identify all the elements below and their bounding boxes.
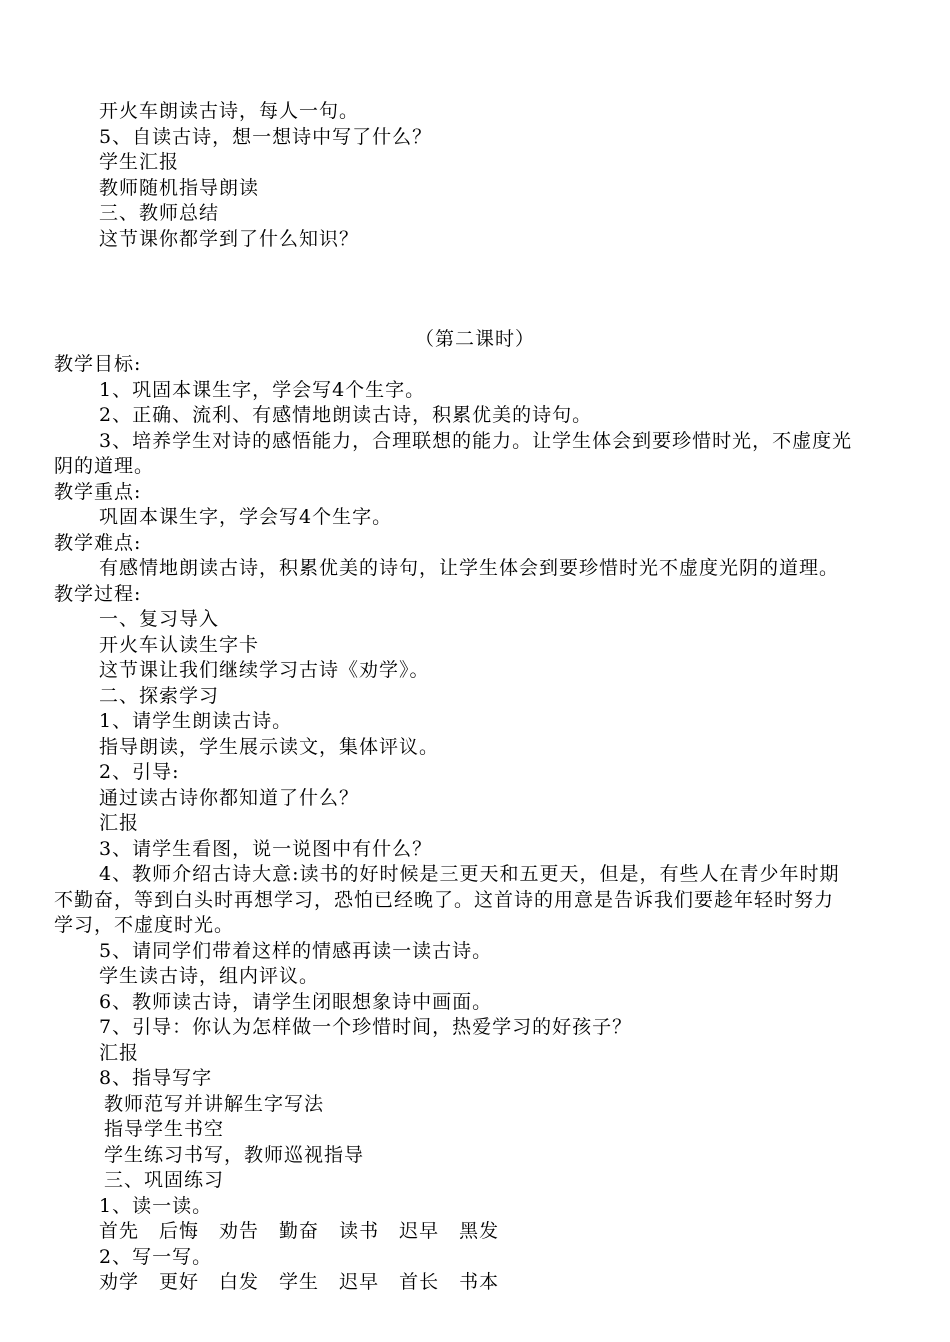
write-word: 书本 (459, 1271, 500, 1293)
text-line: 三、巩固练习 (104, 1169, 225, 1191)
write-word: 首长 (399, 1271, 440, 1293)
read-word: 黑发 (459, 1220, 500, 1242)
text-line: 4、教师介绍古诗大意:读书的好时候是三更天和五更天，但是，有些人在青少年时期 (99, 863, 840, 885)
write-word: 劝学 (99, 1271, 140, 1293)
text-line: 1、读一读。 (99, 1195, 213, 1217)
text-line: 2、正确、流利、有感情地朗读古诗，积累优美的诗句。 (99, 404, 593, 426)
text-line: 有感情地朗读古诗，积累优美的诗句，让学生体会到要珍惜时光不虚度光阴的道理。 (99, 557, 840, 579)
text-line: 学生汇报 (99, 151, 180, 173)
read-word: 读书 (339, 1220, 380, 1242)
read-word: 首先 (99, 1220, 140, 1242)
text-line: 5、自读古诗，想一想诗中写了什么？ (99, 126, 433, 148)
text-line: 阴的道理。 (54, 455, 155, 477)
write-word: 学生 (279, 1271, 320, 1293)
write-word-list (99, 1270, 519, 1294)
text-line: 2、写一写。 (99, 1246, 213, 1268)
text-line: 7、引导：你认为怎样做一个珍惜时间，热爱学习的好孩子？ (99, 1016, 633, 1038)
text-line: 2、引导: (99, 761, 180, 783)
text-line: 指导朗读，学生展示读文，集体评议。 (99, 736, 440, 758)
text-line: 8、指导写字 (99, 1067, 213, 1089)
section-label: 教学难点: (54, 532, 142, 554)
text-line: 学生练习书写，教师巡视指导 (104, 1144, 365, 1166)
text-line: 二、探索学习 (99, 685, 220, 707)
write-word: 白发 (219, 1271, 260, 1293)
section-label: 教学重点: (54, 481, 142, 503)
text-line: 6、教师读古诗，请学生闭眼想象诗中画面。 (99, 991, 493, 1013)
section-label: 教学目标: (54, 353, 142, 375)
section-heading: （第二课时） (414, 328, 535, 350)
text-line: 开火车认读生字卡 (99, 634, 260, 656)
text-line: 学习，不虚度时光。 (54, 914, 235, 936)
read-word: 后悔 (159, 1220, 200, 1242)
read-word: 劝告 (219, 1220, 260, 1242)
text-line: 教师随机指导朗读 (99, 177, 260, 199)
text-line: 巩固本课生字，学会写4个生字。 (99, 506, 393, 528)
text-line: 通过读古诗你都知道了什么？ (99, 787, 360, 809)
text-line: 一、复习导入 (99, 608, 220, 630)
text-line: 指导学生书空 (104, 1118, 225, 1140)
text-line: 1、巩固本课生字，学会写4个生字。 (99, 379, 426, 401)
text-line: 1、请学生朗读古诗。 (99, 710, 293, 732)
write-word: 更好 (159, 1271, 200, 1293)
text-line: 3、请学生看图，说一说图中有什么？ (99, 838, 433, 860)
text-line: 这节课你都学到了什么知识？ (99, 228, 360, 250)
text-line: 3、培养学生对诗的感悟能力，合理联想的能力。让学生体会到要珍惜时光，不虚度光 (99, 430, 853, 452)
text-line: 教师范写并讲解生字写法 (104, 1093, 325, 1115)
text-line: 汇报 (99, 1042, 140, 1064)
read-word-list (99, 1219, 519, 1243)
read-word: 勤奋 (279, 1220, 320, 1242)
read-word: 迟早 (399, 1220, 440, 1242)
text-line: 这节课让我们继续学习古诗《劝学》。 (99, 659, 430, 681)
text-line: 5、请同学们带着这样的情感再读一读古诗。 (99, 940, 493, 962)
text-line: 开火车朗读古诗，每人一句。 (99, 100, 360, 122)
text-line: 三、教师总结 (99, 202, 220, 224)
section-label: 教学过程: (54, 583, 142, 605)
write-word: 迟早 (339, 1271, 380, 1293)
text-line: 学生读古诗，组内评议。 (99, 965, 320, 987)
text-line: 不勤奋，等到白头时再想学习，恐怕已经晚了。这首诗的用意是告诉我们要趁年轻时努力 (54, 889, 835, 911)
text-line: 汇报 (99, 812, 140, 834)
